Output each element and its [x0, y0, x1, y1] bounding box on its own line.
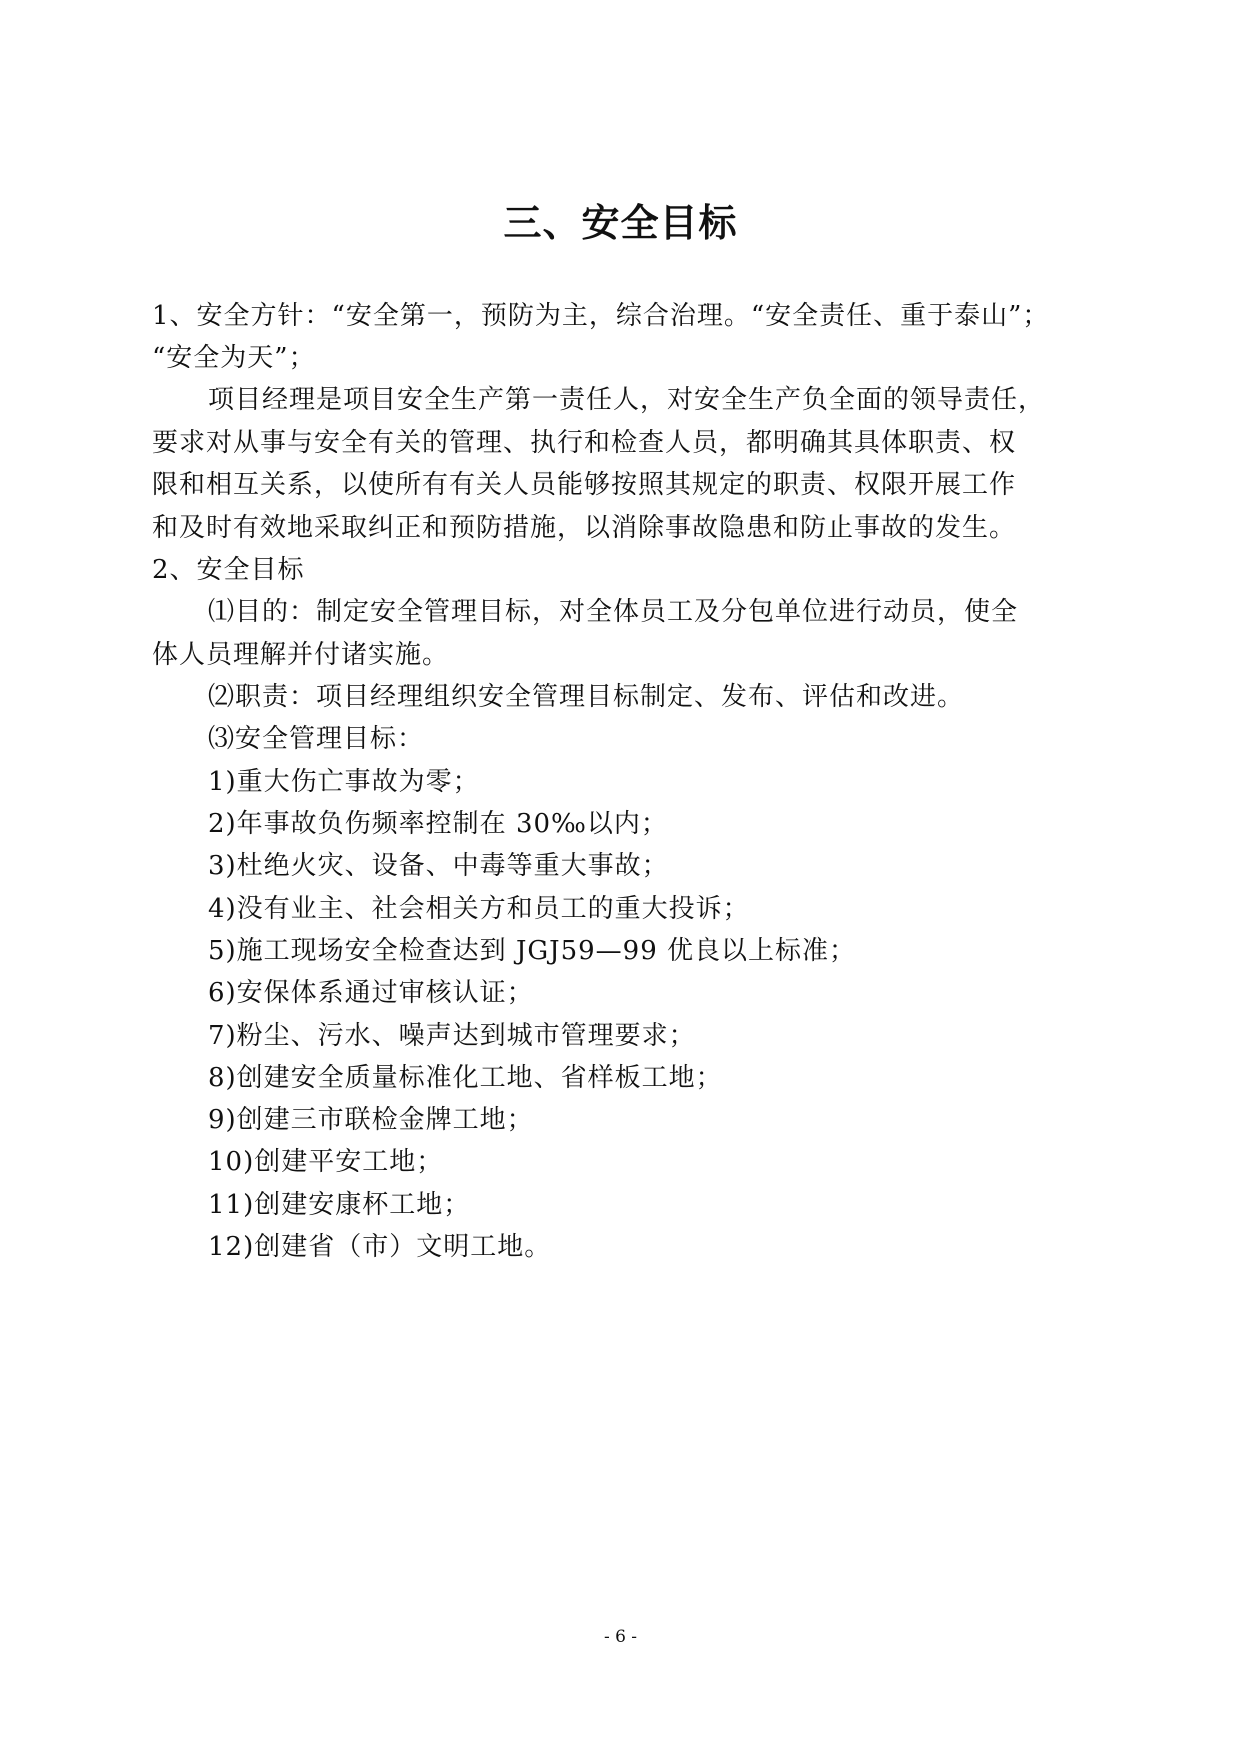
list-item: 11)创建安康杯工地；: [208, 1190, 471, 1220]
list-item: 3)杜绝火灾、设备、中毒等重大事故；: [208, 851, 669, 881]
list-item: 1)重大伤亡事故为零；: [208, 767, 480, 797]
paragraph-line: 限和相互关系，以使所有有关人员能够按照其规定的职责、权限开展工作: [152, 470, 1017, 500]
section-heading: 2、安全目标: [152, 555, 305, 585]
list-item: 5)施工现场安全检查达到 JGJ59—99 优良以上标准；: [208, 936, 856, 966]
page-title: 三、安全目标: [503, 201, 738, 245]
paragraph-line: ⑵职责：项目经理组织安全管理目标制定、发布、评估和改进。: [208, 682, 965, 712]
paragraph-line: 项目经理是项目安全生产第一责任人，对安全生产负全面的领导责任，: [208, 385, 1046, 415]
policy-line-2: “安全为天”；: [152, 343, 316, 373]
list-item: 8)创建安全质量标准化工地、省样板工地；: [208, 1063, 723, 1093]
list-item: 12)创建省（市）文明工地。: [208, 1232, 552, 1262]
paragraph-line: 体人员理解并付诸实施。: [152, 640, 450, 670]
list-item: 9)创建三市联检金牌工地；: [208, 1105, 534, 1135]
subsection-heading: ⑶安全管理目标：: [208, 724, 425, 754]
list-item: 4)没有业主、社会相关方和员工的重大投诉；: [208, 894, 750, 924]
paragraph-line: 要求对从事与安全有关的管理、执行和检查人员，都明确其具体职责、权: [152, 428, 1017, 458]
list-item: 2)年事故负伤频率控制在 30‰以内；: [208, 809, 668, 839]
list-item: 7)粉尘、污水、噪声达到城市管理要求；: [208, 1021, 696, 1051]
list-item: 10)创建平安工地；: [208, 1147, 444, 1177]
policy-line-1: 1、安全方针：“安全第一，预防为主，综合治理。“安全责任、重于泰山”；: [152, 301, 1050, 331]
paragraph-line: 和及时有效地采取纠正和预防措施，以消除事故隐患和防止事故的发生。: [152, 513, 1017, 543]
page-number: - 6 -: [603, 1627, 638, 1647]
list-item: 6)安保体系通过审核认证；: [208, 978, 534, 1008]
paragraph-line: ⑴目的：制定安全管理目标，对全体员工及分包单位进行动员，使全: [208, 597, 1019, 627]
